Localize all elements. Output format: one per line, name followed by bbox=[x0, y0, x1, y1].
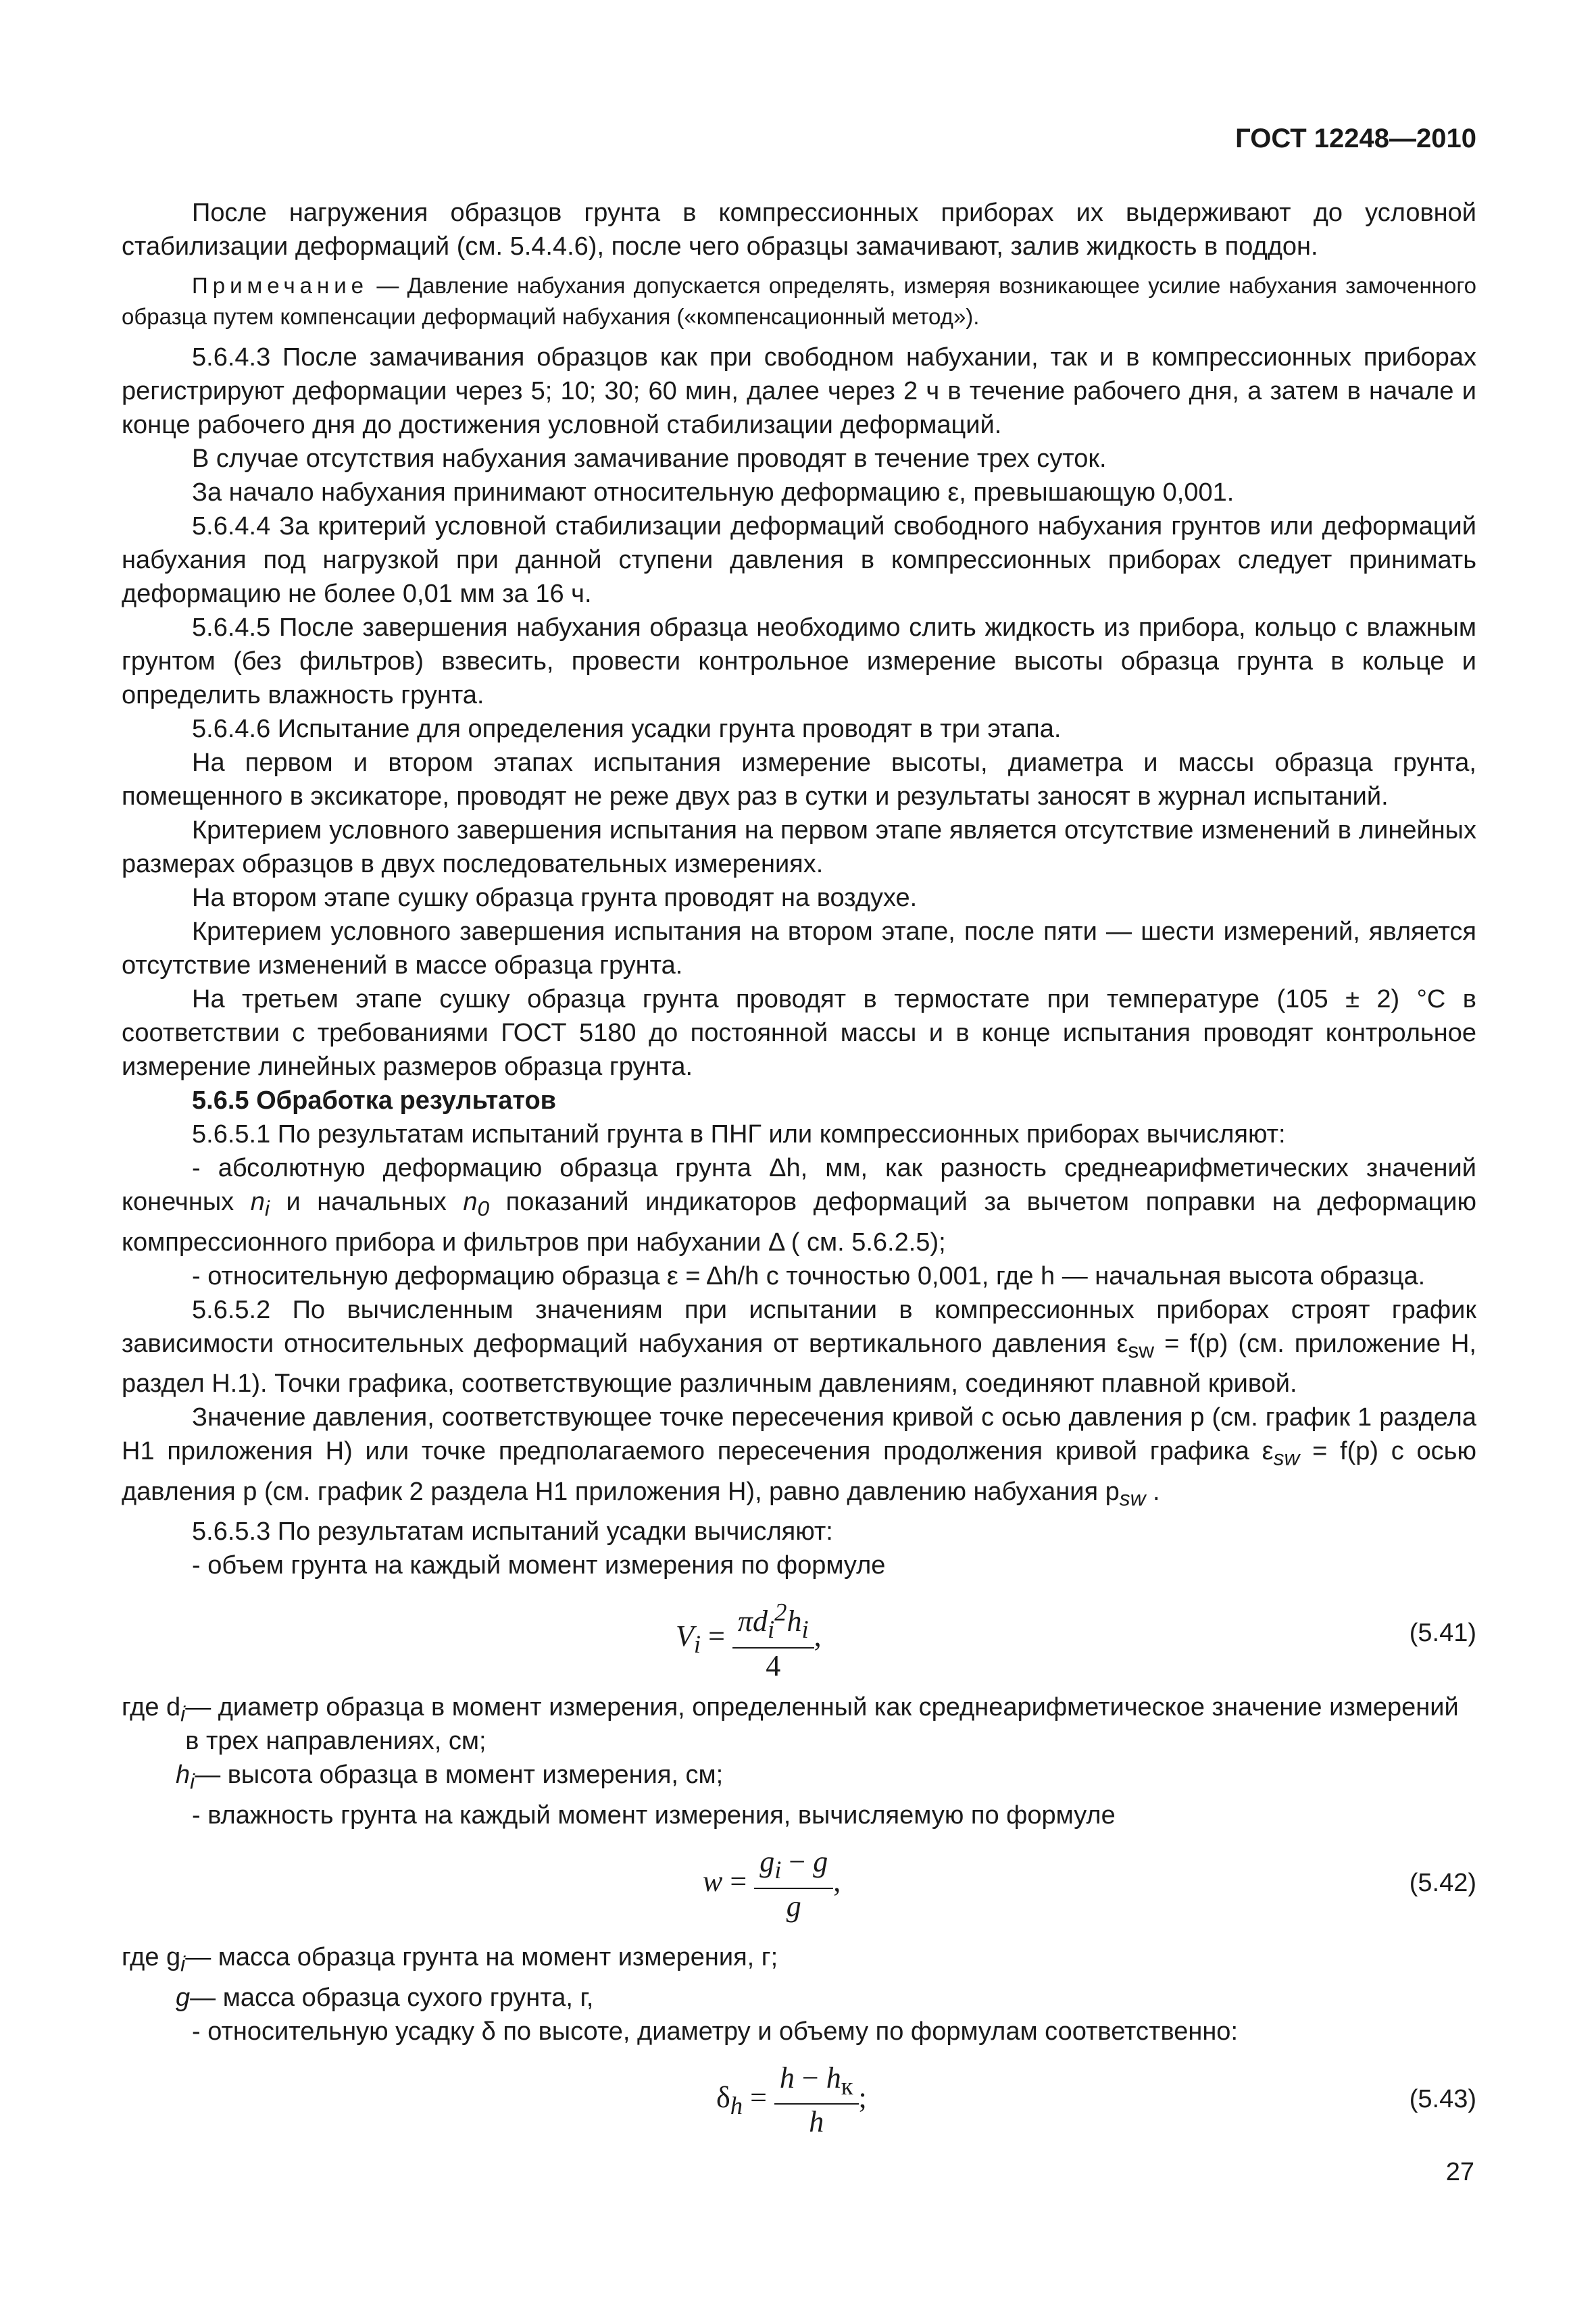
paragraph: За начало набухания принимают относительную деформацию ε, превышающую 0,001. bbox=[192, 478, 1235, 507]
note-text: — Давление набухания допускается определять, измеряя возникающее усилие набухания замоченного образца путем компенсации деформаций набухания («компенсационный метод»). bbox=[122, 273, 1476, 329]
paragraph: На первом и втором этапах испытания измерение высоты, диаметра и массы образца грунта, помещенного в эксикаторе, проводят не реже двух раз в сутки и результаты заносят в журнал испытаний. bbox=[122, 749, 1476, 811]
paragraph-abs-deformation: - абсолютную деформацию образца грунта Δh, мм, как разность среднеарифметических значений конечных $n_i$ и начальных $n_0$ показаний индикаторов деформаций за вычетом поправки на деформацию компрессионного прибора и фильтров при набухании Δ ( см. 5.6.2.5); bbox=[122, 1154, 1477, 1257]
definition-h: $h_i$ — высота образца в момент измерения, см; bbox=[176, 1761, 724, 1794]
document-header: ГОСТ 12248—2010 bbox=[1235, 124, 1476, 153]
note bbox=[122, 270, 1476, 332]
formula-number: (5.42) bbox=[1409, 1868, 1476, 1897]
paragraph: - объем грунта на каждый момент измерения по формуле bbox=[192, 1551, 886, 1580]
formula-number: (5.41) bbox=[1409, 1619, 1476, 1648]
paragraph-5652: 5.6.5.2 По вычисленным значениям при испытании в компрессионных приборах строят график зависимости относительных деформаций набухания от вертикального давления $\varepsilon_{sw} = f(p)$ (см. приложение Н, раздел Н.1). Точки графика, соответствующие различным давлениям, соединяют плавной кривой. bbox=[122, 1295, 1476, 1399]
document-page bbox=[122, 122, 1476, 2157]
paragraph-5653: 5.6.5.3 По результатам испытаний усадки вычисляют: bbox=[192, 1517, 833, 1546]
paragraph-5645: 5.6.4.5 После завершения набухания образца необходимо слить жидкость из прибора, кольцо с влажным грунтом (без фильтров) взвесить, провести контрольное измерение высоты образца грунта в кольце и определить влажность грунта. bbox=[122, 613, 1476, 709]
page-number: 27 bbox=[1445, 2158, 1474, 2186]
paragraph-5644: 5.6.4.4 За критерий условной стабилизации деформаций свободного набухания грунтов или деформаций набухания под нагрузкой при данной ступени давления в компрессионных приборах следует принимать деформацию не более 0,01 мм за 16 ч. bbox=[122, 512, 1476, 608]
definition-d: где $d_i$ — диаметр образца в момент измерения, определенный как среднеарифметическое значение измерений в трех направлениях, см; bbox=[122, 1693, 1459, 1756]
formula-5-42 bbox=[122, 1832, 1476, 1940]
paragraph: На втором этапе сушку образца грунта проводят на воздухе. bbox=[192, 884, 918, 912]
paragraph: - относительную усадку δ по высоте, диаметру и объему по формулам соответственно: bbox=[192, 2017, 1238, 2046]
definition-g0: g — масса образца сухого грунта, г, bbox=[176, 1983, 594, 2012]
paragraph-5643: 5.6.4.3 После замачивания образцов как при свободном набухании, так и в компрессионных приборах регистрируют деформации через 5; 10; 30; 60 мин, далее через 2 ч в течение рабочего дня, а затем в начале и конце рабочего дня до достижения условной стабилизации деформаций. bbox=[122, 343, 1476, 439]
formula-body: $V_i$ = $\frac{\pi d_i^2h_i}{4}$ , bbox=[676, 1594, 822, 1683]
formula-number: (5.43) bbox=[1409, 2084, 1476, 2113]
paragraph-5646: 5.6.4.6 Испытание для определения усадки грунта проводят в три этапа. bbox=[192, 715, 1062, 743]
paragraph-5651: 5.6.5.1 По результатам испытаний грунта в ПНГ или компрессионных приборах вычисляют: bbox=[192, 1120, 1286, 1149]
section-heading: 5.6.5 Обработка результатов bbox=[192, 1086, 557, 1115]
note-label: Примечание bbox=[192, 273, 369, 298]
paragraph-rel-deformation: - относительную деформацию образца ε = Δh/h с точностью 0,001, где h — начальная высота образца. bbox=[192, 1261, 1426, 1290]
paragraph: После нагружения образцов грунта в компрессионных приборах их выдерживают до условной стабилизации деформаций (см. 5.4.4.6), после чего образцы замачивают, залив жидкость в поддон. bbox=[122, 199, 1476, 261]
paragraph: На третьем этапе сушку образца грунта проводят в термостате при температуре (105 ± 2) °С в соответствии с требованиями ГОСТ 5180 до постоянной массы и в конце испытания проводят контрольное измерение линейных размеров образца грунта. bbox=[122, 985, 1476, 1081]
formula-5-41 bbox=[122, 1582, 1476, 1690]
paragraph-pressure: Значение давления, соответствующее точке пересечения кривой с осью давления p (см. график 1 раздела Н1 приложения Н) или точке предполагаемого пересечения продолжения кривой графика $\varepsilon_{sw} = f(p)$ с осью давления p (см. график 2 раздела Н1 приложения Н), равно давлению набухания $p_{sw}$ . bbox=[122, 1403, 1476, 1511]
paragraph: Критерием условного завершения испытания на первом этапе является отсутствие изменений в линейных размерах образцов в двух последовательных измерениях. bbox=[122, 816, 1476, 878]
paragraph: Критерием условного завершения испытания на втором этапе, после пяти — шести измерений, является отсутствие изменений в массе образца грунта. bbox=[122, 917, 1476, 980]
paragraph: В случае отсутствия набухания замачивание проводят в течение трех суток. bbox=[192, 445, 1107, 473]
paragraph: - влажность грунта на каждый момент измерения, вычисляемую по формуле bbox=[192, 1801, 1116, 1830]
definition-g: где $g_i$ — масса образца грунта на момент измерения, г; bbox=[122, 1942, 778, 1976]
formula-body: $\delta_h$ = $\frac{h - h_к}{h}$ ; bbox=[716, 2061, 867, 2139]
formula-body: w = $\frac{g_i - g}{g}$ , bbox=[703, 1844, 841, 1923]
n-0-symbol: $n_0$ bbox=[463, 1188, 490, 1221]
formula-5-43 bbox=[122, 2048, 1476, 2157]
n-i-symbol: $n_i$ bbox=[250, 1188, 270, 1221]
